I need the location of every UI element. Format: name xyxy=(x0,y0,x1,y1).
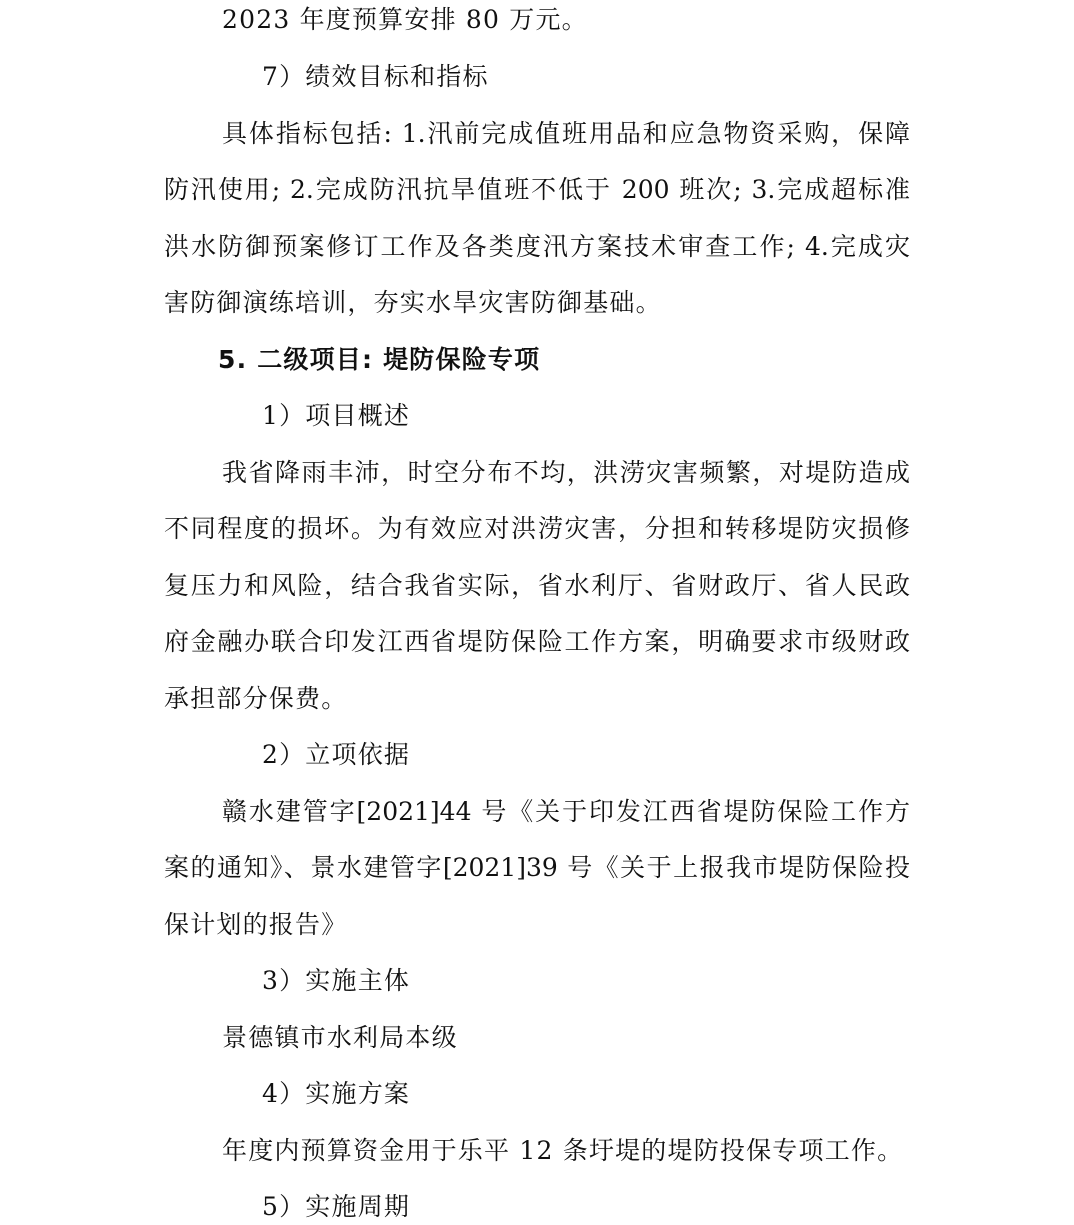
section-title-basis: 2）立项依据 xyxy=(262,740,411,769)
paragraph-line: 承担部分保费。 xyxy=(164,684,348,713)
paragraph-line: 害防御演练培训，夯实水旱灾害防御基础。 xyxy=(164,288,662,317)
paragraph-line: 我省降雨丰沛，时空分布不均，洪涝灾害频繁，对堤防造成 xyxy=(222,458,910,487)
paragraph-line: 府金融办联合印发江西省堤防保险工作方案，明确要求市级财政 xyxy=(164,627,910,656)
paragraph-line: 保计划的报告》 xyxy=(164,910,348,939)
paragraph-line: 赣水建管字[2021]44 号《关于印发江西省堤防保险工作方 xyxy=(222,797,910,826)
paragraph-line: 不同程度的损坏。为有效应对洪涝灾害，分担和转移堤防灾损修 xyxy=(164,514,910,543)
paragraph-line: 年度内预算资金用于乐平 12 条圩堤的堤防投保专项工作。 xyxy=(222,1136,904,1165)
paragraph-line: 洪水防御预案修订工作及各类度汛方案技术审查工作; 4.完成灾 xyxy=(164,232,910,261)
budget-line: 2023 年度预算安排 80 万元。 xyxy=(222,5,588,34)
paragraph-line: 复压力和风险，结合我省实际，省水利厅、省财政厅、省人民政 xyxy=(164,571,910,600)
paragraph-line: 具体指标包括: 1.汛前完成值班用品和应急物资采购，保障 xyxy=(222,119,910,148)
section-title-implementer: 3）实施主体 xyxy=(262,966,411,995)
paragraph-line: 案的通知》、景水建管字[2021]39 号《关于上报我市堤防保险投 xyxy=(164,853,910,882)
paragraph-line: 防汛使用; 2.完成防汛抗旱值班不低于 200 班次; 3.完成超标准 xyxy=(164,175,910,204)
section-title-performance-goals: 7）绩效目标和指标 xyxy=(262,62,489,91)
heading-project-5: 5. 二级项目: 堤防保险专项 xyxy=(218,345,541,374)
section-title-plan: 4）实施方案 xyxy=(262,1079,411,1108)
paragraph-line: 景德镇市水利局本级 xyxy=(222,1023,458,1052)
section-title-period: 5）实施周期 xyxy=(262,1192,411,1221)
section-title-overview: 1）项目概述 xyxy=(262,401,411,430)
